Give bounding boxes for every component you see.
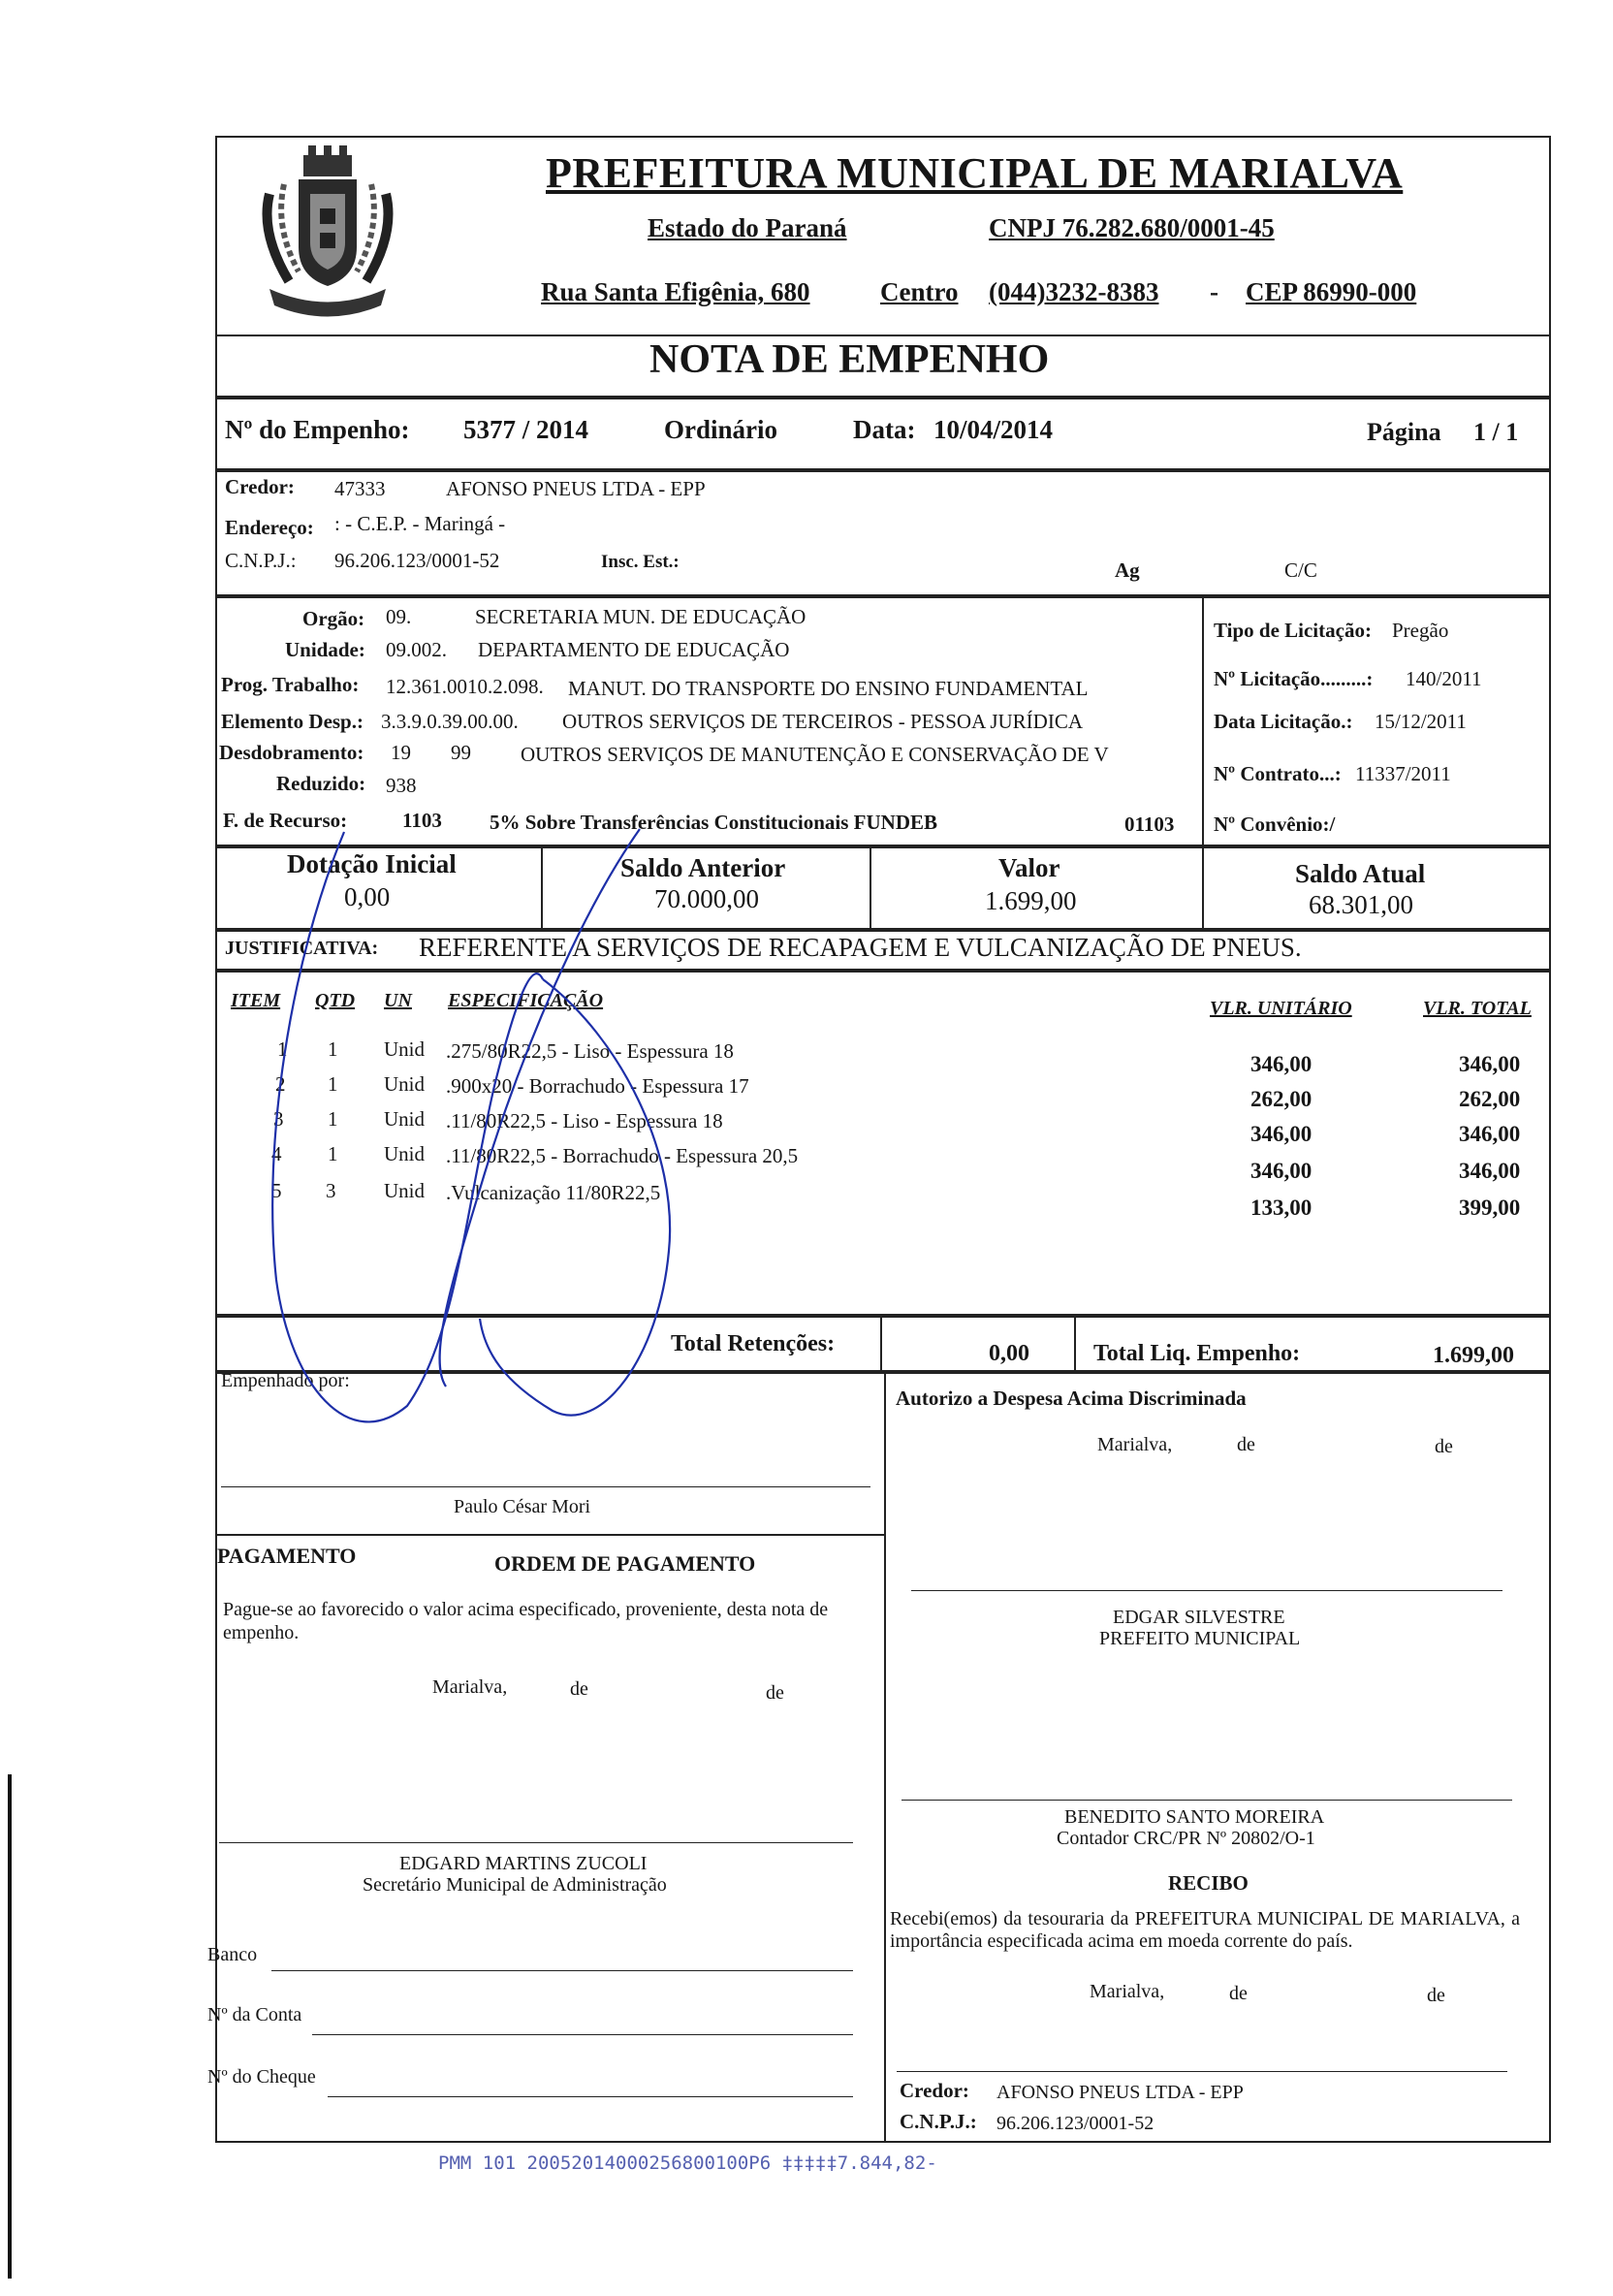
desdobramento-code-2: 99 xyxy=(451,741,471,764)
divider xyxy=(880,1316,882,1372)
elemento-code: 3.3.9.0.39.00.00. xyxy=(381,710,519,733)
marialva-label: Marialva, xyxy=(432,1676,508,1698)
convenio-label: Nº Convênio:/ xyxy=(1214,813,1336,836)
divider xyxy=(215,1534,884,1536)
divider xyxy=(541,846,543,930)
contador-title: Contador CRC/PR Nº 20802/O-1 xyxy=(1057,1828,1315,1849)
item-spec: .Vulcanização 11/80R22,5 xyxy=(446,1181,661,1204)
de-label: de xyxy=(570,1678,588,1700)
empenho-type: Ordinário xyxy=(664,415,778,444)
item-number: 3 xyxy=(273,1107,284,1131)
cheque-label: Nº do Cheque xyxy=(207,2066,316,2088)
lower-box xyxy=(215,1372,1551,2143)
reduzido-value: 938 xyxy=(386,774,417,797)
item-number: 4 xyxy=(271,1142,282,1165)
footer-code: PMM 101 20052014000256800100P6 ‡‡‡‡‡7.844,82- xyxy=(438,2152,937,2174)
item-qtd: 1 xyxy=(328,1072,338,1096)
de-label: de xyxy=(1237,1434,1255,1455)
credor-cnpj: 96.206.123/0001-52 xyxy=(334,549,500,572)
state-label: Estado do Paraná xyxy=(648,213,847,242)
empenhado-name: Paulo César Mori xyxy=(454,1496,591,1517)
data-licitacao-value: 15/12/2011 xyxy=(1375,710,1467,733)
item-total-value: 399,00 xyxy=(1459,1196,1521,1220)
cep-label: CEP 86990-000 xyxy=(1246,277,1417,306)
prefeito-name: EDGAR SILVESTRE xyxy=(1113,1607,1285,1628)
liquido-value: 1.699,00 xyxy=(1433,1343,1514,1368)
liquido-label: Total Liq. Empenho: xyxy=(1093,1341,1301,1366)
secretario-title: Secretário Municipal de Administração xyxy=(363,1874,667,1896)
credor-code: 47333 xyxy=(334,477,386,500)
de-label: de xyxy=(1229,1983,1248,2004)
phone-label: (044)3232-8383 xyxy=(989,277,1159,306)
pagamento-label: PAGAMENTO xyxy=(217,1544,357,1568)
desdobramento-name: OUTROS SERVIÇOS DE MANUTENÇÃO E CONSERVAÇÃO DE V xyxy=(521,743,1109,766)
item-qtd: 3 xyxy=(326,1179,336,1202)
dash-label: - xyxy=(1210,277,1218,306)
empenhado-label: Empenhado por: xyxy=(221,1370,350,1391)
de-label: de xyxy=(766,1682,784,1704)
item-spec: .900x20 - Borrachudo - Espessura 17 xyxy=(446,1074,749,1098)
conta-line xyxy=(312,2034,853,2035)
conta-label: Nº da Conta xyxy=(207,2004,302,2025)
num-licitacao-label: Nº Licitação.........: xyxy=(1214,667,1374,690)
banco-label: Banco xyxy=(207,1944,258,1965)
reduzido-label: Reduzido: xyxy=(276,772,366,795)
de-label: de xyxy=(1435,1436,1453,1457)
justificativa-label: JUSTIFICATIVA: xyxy=(225,938,379,959)
col-item-header: ITEM xyxy=(231,990,281,1011)
item-total-value: 346,00 xyxy=(1459,1159,1521,1183)
item-spec: .11/80R22,5 - Liso - Espessura 18 xyxy=(446,1109,723,1132)
retencoes-label: Total Retenções: xyxy=(671,1331,836,1356)
recurso-name: 5% Sobre Transferências Constitucionais FUNDEB xyxy=(490,811,938,834)
tipo-licitacao-value: Pregão xyxy=(1392,619,1449,642)
unidade-code: 09.002. xyxy=(386,638,447,661)
credor-label: Credor: xyxy=(225,475,295,498)
unidade-label: Unidade: xyxy=(285,638,365,661)
de-label: de xyxy=(1427,1985,1445,2006)
prog-code: 12.361.0010.2.098. xyxy=(386,675,544,698)
contador-name: BENEDITO SANTO MOREIRA xyxy=(1064,1806,1325,1828)
recibo-credor-name: AFONSO PNEUS LTDA - EPP xyxy=(996,2082,1244,2103)
signature-line xyxy=(901,1800,1512,1801)
date-label: Data: xyxy=(853,415,916,444)
document-title: NOTA DE EMPENHO xyxy=(649,337,1050,382)
saldo-anterior-label: Saldo Anterior xyxy=(620,853,786,882)
divider xyxy=(215,335,1551,336)
recibo-cnpj-label: C.N.P.J.: xyxy=(900,2110,977,2133)
valor-value: 1.699,00 xyxy=(985,886,1077,915)
recibo-credor-label: Credor: xyxy=(900,2079,969,2102)
col-unit-header: VLR. UNITÁRIO xyxy=(1210,998,1352,1019)
item-un: Unid xyxy=(384,1107,425,1131)
signature-line xyxy=(911,1590,1502,1591)
item-qtd: 1 xyxy=(328,1107,338,1131)
ordem-pagamento-label: ORDEM DE PAGAMENTO xyxy=(494,1551,756,1576)
signature-line xyxy=(221,1486,870,1487)
item-qtd: 1 xyxy=(328,1142,338,1165)
secretario-name: EDGARD MARTINS ZUCOLI xyxy=(399,1853,648,1874)
page-label: Página xyxy=(1367,418,1441,446)
valor-label: Valor xyxy=(998,853,1060,882)
insc-label: Insc. Est.: xyxy=(601,552,680,572)
elemento-label: Elemento Desp.: xyxy=(221,710,364,733)
item-qtd: 1 xyxy=(328,1037,338,1061)
contrato-label: Nº Contrato...: xyxy=(1214,762,1342,785)
item-total-value: 346,00 xyxy=(1459,1052,1521,1076)
empenho-date: 10/04/2014 xyxy=(933,415,1054,444)
data-licitacao-label: Data Licitação.: xyxy=(1214,710,1353,733)
marialva-label: Marialva, xyxy=(1090,1981,1165,2002)
district-label: Centro xyxy=(880,277,959,306)
elemento-name: OUTROS SERVIÇOS DE TERCEIROS - PESSOA JURÍDICA xyxy=(562,710,1084,733)
unidade-name: DEPARTAMENTO DE EDUCAÇÃO xyxy=(478,638,790,661)
coat-of-arms-icon xyxy=(231,136,425,330)
divider xyxy=(1074,1316,1076,1372)
empenho-label: Nº do Empenho: xyxy=(225,415,410,444)
item-spec: .11/80R22,5 - Borrachudo - Espessura 20,5 xyxy=(446,1144,799,1167)
item-unit-value: 133,00 xyxy=(1250,1196,1313,1220)
col-un-header: UN xyxy=(384,990,412,1011)
orgao-code: 09. xyxy=(386,605,412,628)
address-label: Rua Santa Efigênia, 680 xyxy=(541,277,810,306)
prog-name: MANUT. DO TRANSPORTE DO ENSINO FUNDAMENTAL xyxy=(568,677,1089,700)
prefeito-title: PREFEITO MUNICIPAL xyxy=(1099,1628,1301,1649)
endereco-label: Endereço: xyxy=(225,516,314,539)
item-unit-value: 346,00 xyxy=(1250,1052,1313,1076)
empenho-number: 5377 / 2014 xyxy=(463,415,589,444)
item-spec: .275/80R22,5 - Liso - Espessura 18 xyxy=(446,1039,734,1063)
col-spec-header: ESPECIFICAÇÃO xyxy=(448,990,604,1011)
recibo-text: Recebi(emos) da tesouraria da PREFEITURA MUNICIPAL DE MARIALVA, a importância especificada acima em moeda corrente do país. xyxy=(890,1908,1520,1952)
retencoes-value: 0,00 xyxy=(989,1341,1029,1366)
item-total-value: 346,00 xyxy=(1459,1122,1521,1146)
recibo-title: RECIBO xyxy=(1168,1871,1249,1895)
desdobramento-label: Desdobramento: xyxy=(219,741,364,764)
signature-line xyxy=(219,1842,853,1843)
marialva-label: Marialva, xyxy=(1097,1434,1173,1455)
cc-label: C/C xyxy=(1284,558,1317,582)
item-unit-value: 346,00 xyxy=(1250,1159,1313,1183)
prog-label: Prog. Trabalho: xyxy=(221,673,360,696)
orgao-name: SECRETARIA MUN. DE EDUCAÇÃO xyxy=(475,605,806,628)
divider xyxy=(870,846,871,930)
contrato-value: 11337/2011 xyxy=(1355,762,1451,785)
col-total-header: VLR. TOTAL xyxy=(1423,998,1532,1019)
desdobramento-code-1: 19 xyxy=(391,741,411,764)
recurso-label: F. de Recurso: xyxy=(223,809,348,832)
saldo-atual-label: Saldo Atual xyxy=(1295,859,1426,888)
num-licitacao-value: 140/2011 xyxy=(1406,667,1482,690)
divider xyxy=(884,1372,886,2143)
orgao-label: Orgão: xyxy=(302,607,365,630)
ag-label: Ag xyxy=(1115,558,1140,582)
justificativa-text: REFERENTE A SERVIÇOS DE RECAPAGEM E VULCANIZAÇÃO DE PNEUS. xyxy=(419,933,1302,962)
page-title: PREFEITURA MUNICIPAL DE MARIALVA xyxy=(546,149,1404,197)
item-unit-value: 262,00 xyxy=(1250,1087,1313,1111)
item-number: 1 xyxy=(277,1037,288,1061)
signature-line xyxy=(897,2071,1507,2072)
cnpj-label-credor: C.N.P.J.: xyxy=(225,549,297,572)
dotacao-value: 0,00 xyxy=(344,882,391,911)
cnpj-label: CNPJ 76.282.680/0001-45 xyxy=(989,213,1275,242)
col-qtd-header: QTD xyxy=(315,990,356,1011)
banco-line xyxy=(271,1970,853,1971)
autorizo-label: Autorizo a Despesa Acima Discriminada xyxy=(896,1387,1247,1410)
item-un: Unid xyxy=(384,1142,425,1165)
saldo-atual-value: 68.301,00 xyxy=(1309,890,1413,919)
recibo-cnpj-value: 96.206.123/0001-52 xyxy=(996,2113,1154,2134)
page-number: 1 / 1 xyxy=(1473,418,1519,446)
totals-row xyxy=(215,1316,1551,1372)
credor-name: AFONSO PNEUS LTDA - EPP xyxy=(446,477,706,500)
item-number: 5 xyxy=(271,1179,282,1202)
scan-edge-mark xyxy=(8,1774,12,2279)
saldo-anterior-value: 70.000,00 xyxy=(654,884,759,913)
item-un: Unid xyxy=(384,1179,425,1202)
item-un: Unid xyxy=(384,1072,425,1096)
item-un: Unid xyxy=(384,1037,425,1061)
item-number: 2 xyxy=(275,1072,286,1096)
cheque-line xyxy=(328,2096,853,2097)
dotacao-label: Dotação Inicial xyxy=(287,849,457,878)
divider xyxy=(1202,596,1204,846)
item-unit-value: 346,00 xyxy=(1250,1122,1313,1146)
tipo-licitacao-label: Tipo de Licitação: xyxy=(1214,619,1372,642)
recurso-code-2: 01103 xyxy=(1124,813,1175,836)
pagamento-text: Pague-se ao favorecido o valor acima especificado, proveniente, desta nota de empenho. xyxy=(223,1599,829,1643)
recurso-code: 1103 xyxy=(402,809,442,832)
endereco-value: : - C.E.P. - Maringá - xyxy=(334,512,506,535)
item-total-value: 262,00 xyxy=(1459,1087,1521,1111)
divider xyxy=(1202,846,1204,930)
